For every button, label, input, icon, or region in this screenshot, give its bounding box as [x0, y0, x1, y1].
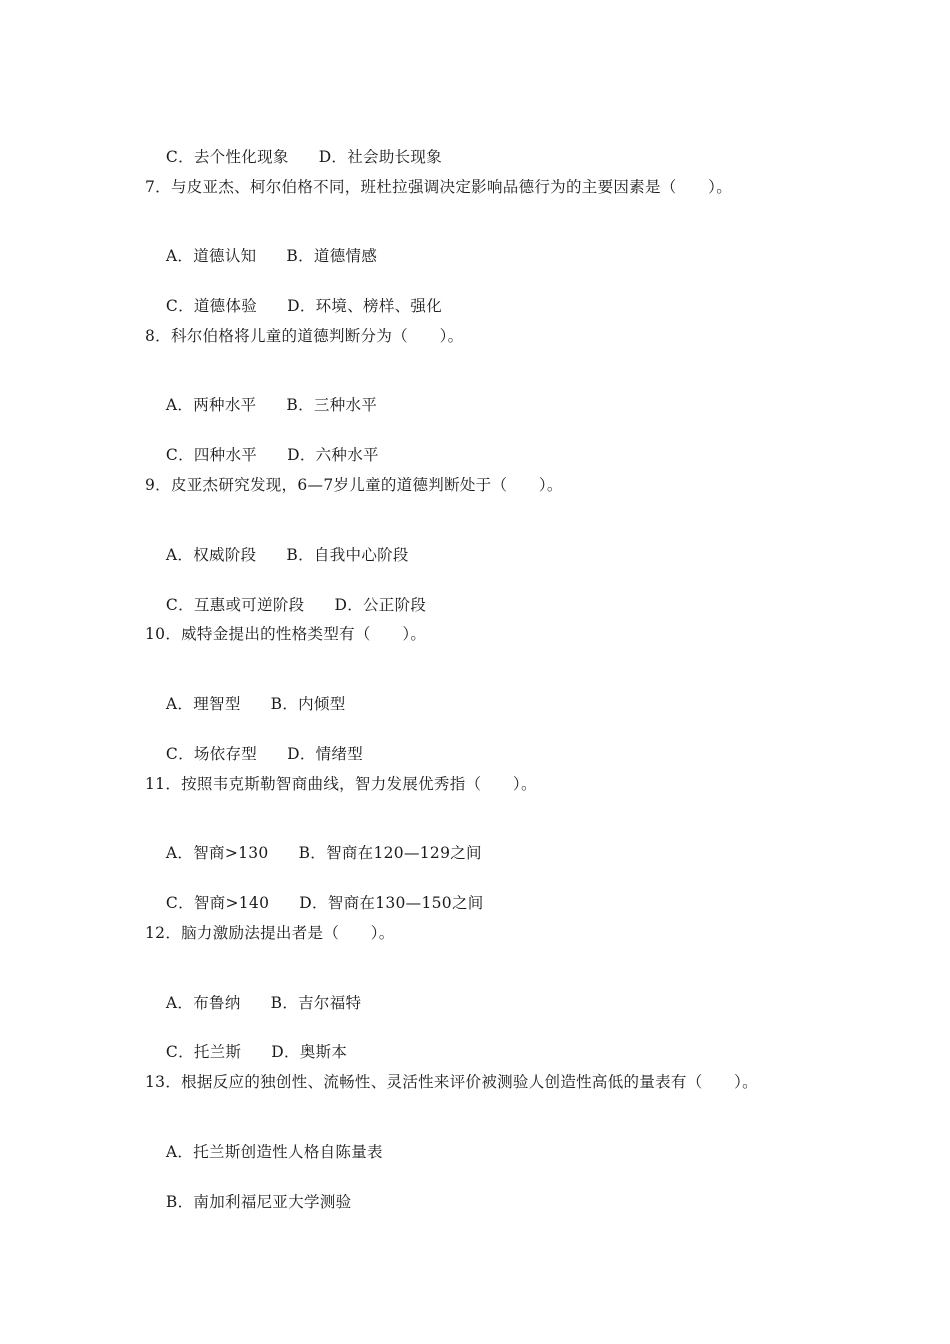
option-d: D．环境、榜样、强化 [287, 297, 443, 315]
option-b: B．吉尔福特 [270, 994, 362, 1012]
question-8: 8．科尔伯格将儿童的道德判断分为（ ）。 [145, 327, 464, 345]
question-13: 13．根据反应的独创性、流畅性、灵活性来评价被测验人创造性高低的量表有（ ）。 [145, 1073, 758, 1091]
option-a: A．智商>130 [165, 844, 269, 862]
option-c: C．托兰斯 [165, 1043, 242, 1061]
option-a: A．理智型 [165, 695, 241, 713]
line-22 [145, 1172, 351, 1232]
option-d: D．公正阶段 [334, 596, 427, 614]
option-c: C．场依存型 [165, 745, 258, 763]
option-d: D．六种水平 [287, 446, 379, 464]
option-b: B．道德情感 [286, 247, 378, 265]
question-7: 7．与皮亚杰、柯尔伯格不同，班杜拉强调决定影响品德行为的主要因素是（ ）。 [145, 178, 733, 196]
option-a: A．托兰斯创造性人格自陈量表 [165, 1143, 383, 1161]
option-d: D．情绪型 [287, 745, 364, 763]
option-b: B．三种水平 [286, 396, 378, 414]
option-a: A．道德认知 [165, 247, 257, 265]
option-b: B．自我中心阶段 [286, 546, 409, 564]
option-d: D．奥斯本 [271, 1043, 348, 1061]
option-b: B．南加利福尼亚大学测验 [165, 1193, 352, 1211]
option-d: D．智商在130—150之间 [299, 894, 484, 912]
question-9: 9．皮亚杰研究发现，6—7岁儿童的道德判断处于（ ）。 [145, 476, 563, 494]
question-11: 11．按照韦克斯勒智商曲线，智力发展优秀指（ ）。 [145, 775, 537, 793]
option-d: D．社会助长现象 [318, 148, 443, 166]
option-a: A．布鲁纳 [165, 994, 241, 1012]
option-c: C．智商>140 [165, 894, 270, 912]
option-a: A．两种水平 [165, 396, 257, 414]
question-10: 10．威特金提出的性格类型有（ ）。 [145, 625, 427, 643]
option-c: C．四种水平 [165, 446, 258, 464]
option-c: C．道德体验 [165, 297, 258, 315]
option-c: C．去个性化现象 [165, 148, 289, 166]
option-a: A．权威阶段 [165, 546, 257, 564]
question-12: 12．脑力激励法提出者是（ ）。 [145, 924, 395, 942]
option-c: C．互惠或可逆阶段 [165, 596, 305, 614]
option-b: B．内倾型 [270, 695, 346, 713]
option-b: B．智商在120—129之间 [298, 844, 482, 862]
